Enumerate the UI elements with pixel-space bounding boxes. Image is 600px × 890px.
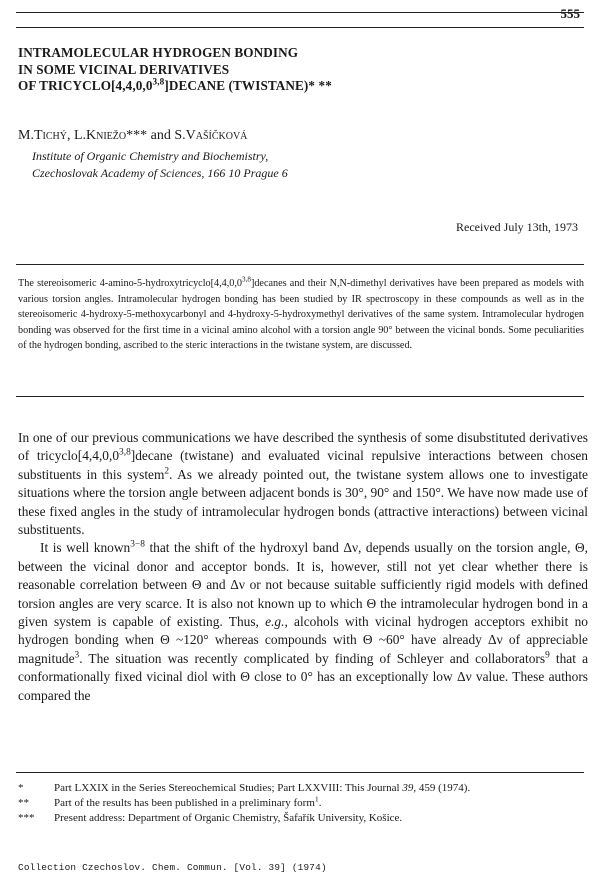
body-paragraph-1: In one of our previous communications we have described the synthesis of some disubstituted derivatives of tricyclo[4,4,0,0$^{3,8}$]decane (twistane) and evaluated vicinal repulsive interactions between chosen substituents in this system$^2$. As we already pointed out, the twistane system allows one to investigate situations where the torsion angle between adjacent bonds is 30°, 90° and 150°. We have now made use of these fixed angles in the study of intramolecular hydrogen bonds (attractive interactions) between vicinal substituents. (18, 430, 588, 538)
footnote-2: ** Part of the results has been published in a preliminary form$^1$. (18, 794, 322, 809)
page-number: 555 (560, 6, 580, 21)
abstract: The stereoisomeric 4-amino-5-hydroxytricyclo[4,4,0,0$^{3,8}$]decanes and their N,N-dimethyl derivatives have been prepared as models with various torsion angles. Intramolecular hydrogen bonding has been studied by IR spectroscopy in these compounds as well as in the stereoisomeric 4-hydroxy-5-methoxycarbonyl and 4-hydroxy-5-hydroxymethyl derivatives of the same system. Intramolecular hydrogen bonding was observed for the first time in a vicinal amino alcohol with a torsion angle 90° between the vicinal bonds. Some peculiarities of the hydrogen bonding, ascribed to the steric interactions in the twistane system, are discussed. (18, 275, 584, 352)
footnote-rule (16, 772, 584, 773)
author-vasickova: Vašíčková (185, 128, 248, 143)
running-footer: Collection Czechoslov. Chem. Commun. [Vol. 39] (1974) (18, 862, 327, 873)
author-kniezo: Kniežo (86, 128, 127, 143)
title-line-1: INTRAMOLECULAR HYDROGEN BONDING (18, 45, 299, 60)
affiliation: Institute of Organic Chemistry and Biochemistry, Czechoslovak Academy of Sciences, 166 10 Prague 6 (32, 149, 288, 180)
abstract-bottom-rule (16, 396, 584, 397)
title-line-3: OF TRICYCLO[4,4,0,0$^{3,8}$]DECANE (TWISTANE)* ** (18, 76, 332, 93)
top-rule (16, 12, 584, 13)
footnote-1: * Part LXXIX in the Series Stereochemical Studies; Part LXXVIII: This Journal 39, 459 (1974). (18, 782, 471, 794)
footnotes (18, 781, 588, 826)
title-line-2: IN SOME VICINAL DERIVATIVES (18, 61, 230, 77)
article-title (18, 45, 578, 95)
abstract-top-rule (16, 264, 584, 265)
received-date: Received July 13th, 1973 (456, 220, 578, 234)
article-body (18, 429, 588, 705)
author-list: M.Tichý, L.Kniežo*** and S.Vašíčková (18, 128, 248, 143)
author-tichy: Tichý (33, 128, 67, 143)
body-paragraph-2: It is well known$^{3-8}$ that the shift of the hydroxyl band Δν, depends usually on the torsion angle, Θ, between the vicinal donor and acceptor bonds. It is, however, still not yet clear whether there is reasonable correlation between Θ and Δν or not because suitable sufficiently rigid models with defined torsion angles are very scarce. It is also not known up to which Θ the intramolecular hydrogen bond in a given system is capable of existing. Thus, e.g., alcohols with vicinal hydrogen acceptors exhibit no hydrogen bonding when Θ ~120° whereas compounds with Θ ~60° have already Δν of appreciable magnitude$^3$. The situation was recently complicated by finding of Schleyer and collaborators$^9$ that a conformationally fixed vicinal diol with Θ close to 0° has an exceptionally low Δν value. These authors compared the (18, 539, 589, 703)
header-rule (16, 27, 584, 28)
footnote-3: *** Present address: Department of Organic Chemistry, Šafařík University, Košice. (18, 812, 403, 824)
